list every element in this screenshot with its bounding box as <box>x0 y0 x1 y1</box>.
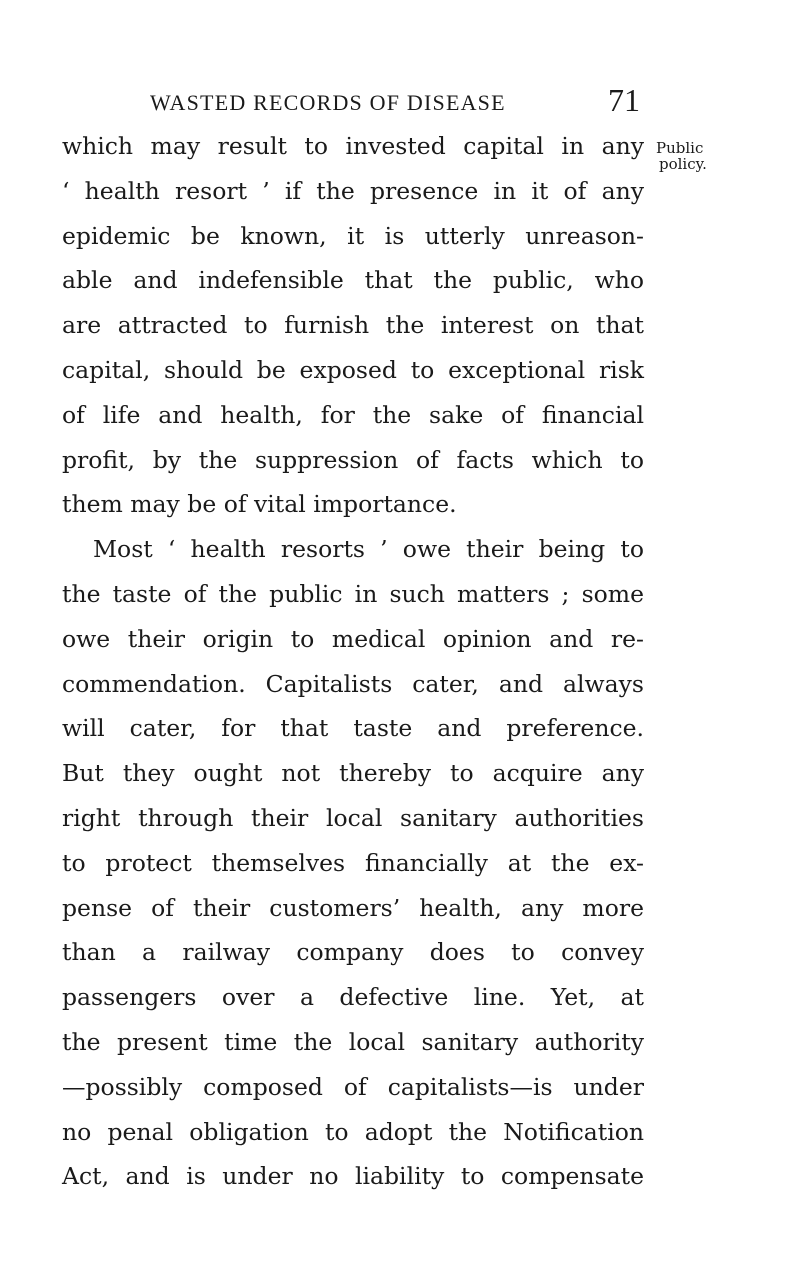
text-line: Act, and is under no liability to compensate <box>62 1162 644 1191</box>
text-line: of life and health, for the sake of financial <box>62 400 644 429</box>
text-line: than a railway company does to convey <box>62 938 644 967</box>
text-line: But they ought not thereby to acquire any <box>62 759 644 788</box>
text-line: right through their local sanitary authorities <box>62 803 644 832</box>
text-line: capital, should be exposed to exceptional risk <box>62 355 644 384</box>
text-line: are attracted to furnish the interest on that <box>62 311 644 340</box>
running-title: WASTED RECORDS OF DISEASE <box>150 90 506 115</box>
text-line: to protect themselves financially at the ex- <box>62 848 644 877</box>
margin-note-line-1: Public <box>656 139 704 157</box>
margin-note-line-2: policy. <box>659 155 707 173</box>
margin-note <box>656 140 707 172</box>
text-line: Most ‘ health resorts ’ owe their being to <box>93 535 644 564</box>
running-header <box>150 82 640 122</box>
text-line: commendation. Capitalists cater, and always <box>62 669 644 698</box>
text-line: owe their origin to medical opinion and re- <box>62 624 644 653</box>
text-line: epidemic be known, it is utterly unreason- <box>62 221 644 250</box>
text-line: which may result to invested capital in any <box>62 132 644 160</box>
text-line: pense of their customers’ health, any more <box>62 893 644 922</box>
text-line: the present time the local sanitary authority <box>62 1027 644 1056</box>
body-text <box>62 124 644 1199</box>
text-line: able and indefensible that the public, who <box>62 266 644 295</box>
text-line: the taste of the public in such matters ; some <box>62 579 644 608</box>
text-line: ‘ health resort ’ if the presence in it of any <box>62 176 644 205</box>
text-line: them may be of vital importance. <box>62 490 457 519</box>
text-line: —possibly composed of capitalists—is under <box>62 1072 644 1101</box>
text-line: no penal obligation to adopt the Notification <box>62 1117 644 1146</box>
page-number: 71 <box>608 82 640 118</box>
text-line: profit, by the suppression of facts which to <box>62 445 644 474</box>
text-line: will cater, for that taste and preference. <box>62 714 644 743</box>
text-line: passengers over a defective line. Yet, at <box>62 983 644 1012</box>
